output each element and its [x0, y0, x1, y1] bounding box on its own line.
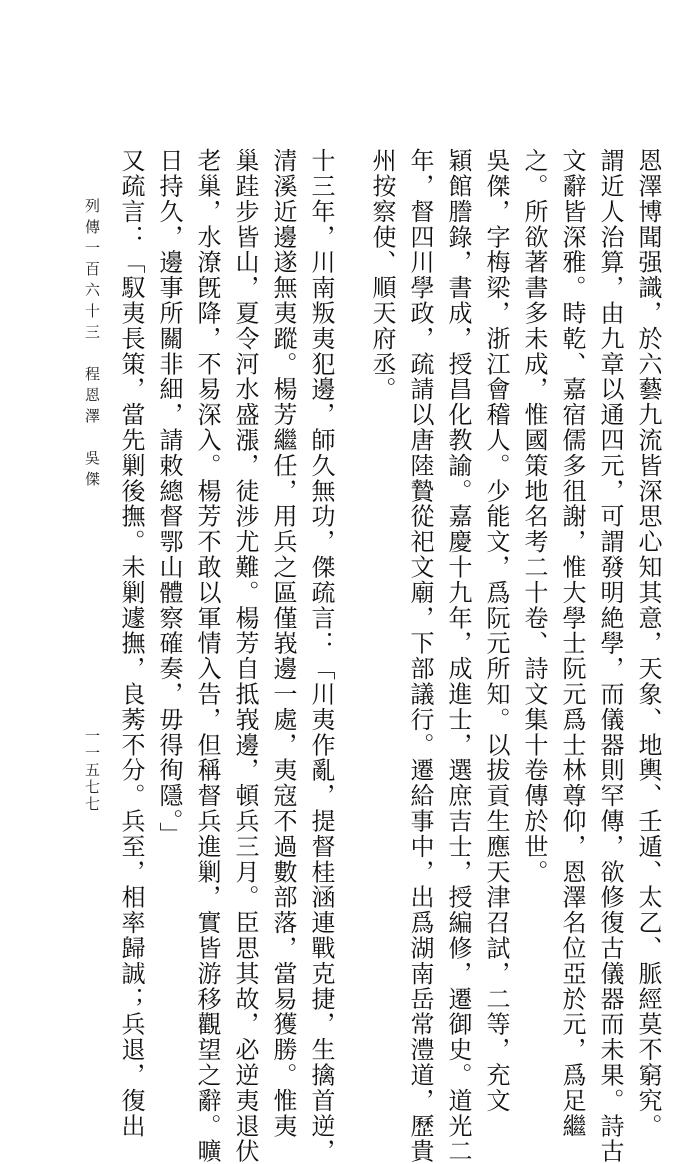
text-column-10: 清溪近邊遂無夷蹤。楊芳繼任，用兵之區僅峩邊一處，夷寇不過數部落，當易獲勝。惟夷 [269, 148, 297, 1139]
text-column-13: 日持久，邊事所關非細，請敕總督鄂山體察確奏，毋得徇隱。」 [155, 148, 183, 848]
text-column-7: 年，督四川學政，疏請以唐陸贄從祀文廟，下部議行。遷給事中，出爲湖南岳常澧道，歷貴 [406, 148, 434, 1164]
text-column-4: 之。所欲著書多未成，惟國策地名考二十卷、詩文集十卷傳於世。 [520, 148, 548, 885]
text-column-11: 巢跬步皆山，夏令河水盛漲，徒涉尤難。楊芳自抵峩邊，頓兵三月。臣思其故，必逆夷退伏 [231, 148, 259, 1164]
running-head: 列傳一百六十三 程恩澤 吳傑 [83, 198, 101, 492]
text-column-6: 穎館謄錄，書成，授昌化教諭。嘉慶十九年，成進士，選庶吉士，授編修，遷御史。道光二 [444, 148, 472, 1164]
text-column-1: 恩澤博聞强識，於六藝九流皆深思心知其意，天象、地輿、壬遁、太乙、脈經莫不窮究。 [634, 148, 662, 1139]
text-column-3: 文辭皆深雅。時乾、嘉宿儒多徂謝，惟大學士阮元爲士林尊仰，恩澤名位亞於元，爲足繼 [558, 148, 586, 1139]
text-column-12: 老巢，水潦旣降，不易深入。楊芳不敢以軍情入告，但稱督兵進剿，實皆游移觀望之辭。曠 [193, 148, 221, 1164]
text-column-5: 吳傑，字梅梁，浙江會稽人。少能文，爲阮元所知。以拔貢生應天津召試，二等，充文 [482, 148, 510, 1114]
text-column-14: 又疏言：「馭夷長策，當先剿後撫。未剿遽撫，良莠不分。兵至，相率歸誠；兵退，復出 [117, 148, 145, 1139]
text-column-8: 州按察使、順天府丞。 [368, 148, 396, 402]
text-column-2: 謂近人治算，由九章以通四元，可謂發明絶學，而儀器則罕傳，欲修復古儀器而未果。詩古 [596, 148, 624, 1164]
text-column-9: 十三年，川南叛夷犯邊，師久無功，傑疏言：「川夷作亂，提督桂涵連戰克捷，生擒首逆， [307, 148, 335, 1164]
page-number: 一一五七七 [83, 728, 101, 813]
